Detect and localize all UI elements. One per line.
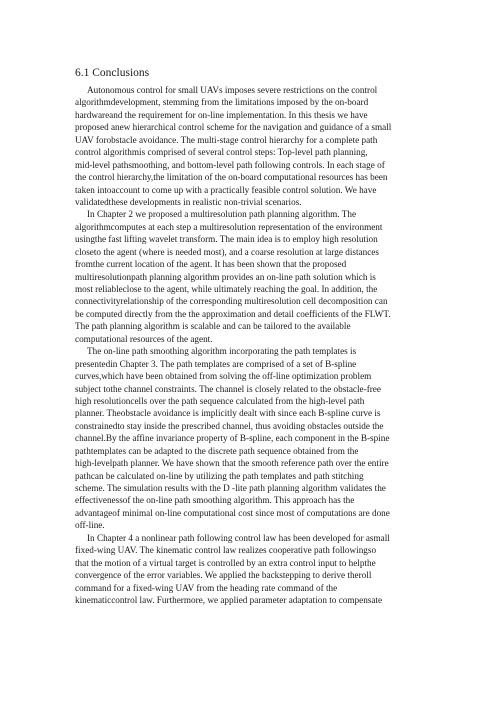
text-line: channel.By the affine invariance property of B-spline, each component in the B-spine	[75, 433, 390, 444]
text-line: most reliableclose to the agent, while ultimately reaching the goal. In addition, the	[75, 284, 378, 294]
text-line: computational resources of the agent.	[75, 333, 213, 344]
text-line: algorithmcomputes at each step a multiresolution representation of the environment	[75, 221, 383, 232]
text-line: closeto the agent (where is needed most), and a coarse resolution at large distances	[75, 246, 379, 257]
text-line: proposed anew hierarchical control scheme for the navigation and guidance of a small	[75, 122, 392, 133]
text-line: that the motion of a virtual target is controlled by an extra control input to helpthe	[75, 557, 376, 568]
text-line: UAV forobstacle avoidance. The multi-stage control hierarchy for a complete path	[75, 134, 378, 145]
text-line: off-line.	[75, 520, 105, 531]
text-line: multiresolutionpath planning algorithm provides an on-line path solution which is	[75, 271, 376, 282]
text-line: advantageof minimal on-line computational cost since most of computations are done	[75, 507, 390, 518]
text-line: presentedin Chapter 3. The path templates are comprised of a set of B-spline	[75, 358, 357, 369]
text-line: hardwareand the requirement for on-line implementation. In this thesis we have	[75, 109, 368, 120]
text-line: fromthe current location of the agent. It has been shown that the proposed	[75, 259, 347, 270]
text-line: validatedthese developments in realistic non-trivial scenarios.	[75, 196, 302, 207]
text-line: The on-line path smoothing algorithm incorporating the path templates is	[87, 346, 357, 357]
text-line: In Chapter 2 we proposed a multiresolution path planning algorithm. The	[87, 209, 357, 220]
text-line: mid-level pathsmoothing, and bottom-level path following controls. In each stage of	[75, 159, 385, 170]
text-line: the control hierarchy,the limitation of the on-board computational resources has been	[75, 172, 388, 183]
text-line: fixed-wing UAV. The kinematic control law realizes cooperative path followingso	[75, 545, 377, 556]
text-line: high-levelpath planner. We have shown that the smooth reference path over the entire	[75, 458, 389, 469]
text-line: pathtemplates can be adapted to the discrete path sequence obtained from the	[75, 445, 359, 456]
text-line: connectivityrelationship of the corresponding multiresolution cell decomposition can	[75, 296, 388, 307]
text-line: In Chapter 4 a nonlinear path following control law has been developed for asmall	[87, 532, 390, 543]
text-line: be computed directly from the the approximation and detail coefficients of the FLWT.	[75, 308, 391, 319]
text-line: Autonomous control for small UAVs imposes severe restrictions on the control	[87, 85, 378, 95]
text-line: planner. Theobstacle avoidance is implicitly dealt with since each B-spline curve is	[75, 408, 381, 419]
text-line: kinematiccontrol law. Furthermore, we applied parameter adaptation to compensate	[75, 594, 383, 605]
text-line: effectivenessof the on-line path smoothing algorithm. This approach has the	[75, 495, 355, 506]
text-line: command for a fixed-wing UAV from the heading rate command of the	[75, 582, 338, 593]
text-line: The path planning algorithm is scalable and can be tailored to the available	[75, 321, 351, 332]
text-line: control algorithmis comprised of several control steps: Top-level path planning,	[75, 147, 368, 158]
text-line: algorithmdevelopment, stemming from the limitations imposed by the on-board	[75, 97, 369, 108]
body-text	[75, 84, 485, 606]
text-line: pathcan be calculated on-line by utilizing the path templates and path stitching	[75, 470, 364, 481]
text-line: subject tothe channel constraints. The channel is closely related to the obstacle-free	[75, 383, 381, 394]
text-line: convergence of the error variables. We applied the backstepping to derive theroll	[75, 570, 372, 581]
text-line: taken intoaccount to come up with a practically feasible control solution. We have	[75, 184, 377, 195]
section-heading: 6.1 Conclusions	[75, 67, 150, 79]
text-line: constrainedto stay inside the prescribed channel, thus avoiding obstacles outside the	[75, 420, 384, 431]
text-line: curves,which have been obtained from solving the off-line optimization problem	[75, 371, 372, 382]
text-line: scheme. The simulation results with the D -lite path planning algorithm validates the	[75, 483, 386, 493]
text-line: high resolutioncells over the path sequence calculated from the high-level path	[75, 395, 365, 406]
text-line: usingthe fast lifting wavelet transform. The main idea is to employ high resolution	[75, 234, 378, 245]
